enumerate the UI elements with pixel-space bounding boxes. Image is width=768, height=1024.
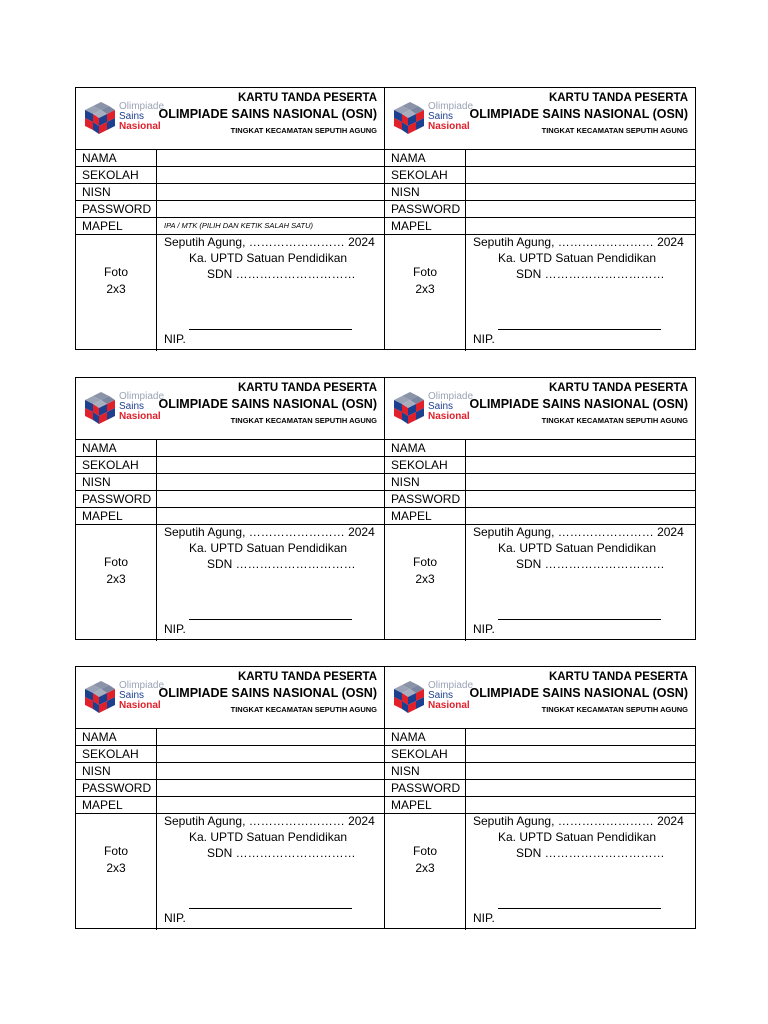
osn-logo: [81, 390, 165, 426]
field-row-nama: [76, 729, 384, 746]
field-label-mapel: MAPEL: [385, 508, 466, 524]
signature-line: [189, 908, 352, 909]
logo-olimpiade: Olimpiade: [119, 101, 165, 112]
cube-logo-icon: [390, 390, 426, 426]
photo-box: [76, 814, 157, 930]
field-row-nisn: [76, 184, 384, 201]
signature-date: Seputih Agung, …………………… 2024: [164, 525, 375, 539]
field-label-sekolah: SEKOLAH: [385, 746, 466, 762]
cube-logo-icon: [81, 100, 117, 136]
field-label-nama: NAMA: [385, 150, 466, 166]
card-subtitle: OLIMPIADE SAINS NASIONAL (OSN): [469, 107, 688, 121]
field-row-password: [385, 491, 695, 508]
card-title: KARTU TANDA PESERTA: [548, 671, 688, 683]
card-bottom: [76, 525, 384, 641]
photo-label: Foto: [412, 844, 437, 858]
card-header: [385, 88, 695, 150]
osn-logo: [390, 100, 474, 136]
osn-logo: [81, 679, 165, 715]
photo-box: [385, 525, 466, 641]
card-title: KARTU TANDA PESERTA: [548, 92, 688, 104]
field-row-sekolah: [385, 167, 695, 184]
signature-office: Ka. UPTD Satuan Pendidikan: [189, 830, 348, 844]
osn-logo: [390, 679, 474, 715]
field-label-nisn: NISN: [76, 763, 157, 779]
field-label-nisn: NISN: [385, 763, 466, 779]
field-label-nama: NAMA: [385, 729, 466, 745]
field-label-sekolah: SEKOLAH: [385, 167, 466, 183]
photo-label: Foto: [103, 844, 128, 858]
card-subtitle: OLIMPIADE SAINS NASIONAL (OSN): [158, 686, 377, 700]
signature-school: SDN …………………………: [207, 846, 356, 860]
signature-line: [189, 329, 352, 330]
card-region: TINGKAT KECAMATAN SEPUTIH AGUNG: [230, 126, 377, 135]
field-label-sekolah: SEKOLAH: [76, 167, 157, 183]
field-row-mapel: [76, 218, 384, 235]
field-row-nisn: [76, 763, 384, 780]
osn-logo: [81, 100, 165, 136]
signature-nip: NIP.: [473, 911, 495, 925]
signature-date: Seputih Agung, …………………… 2024: [473, 235, 684, 249]
signature-line: [189, 619, 352, 620]
card-header: [76, 88, 384, 150]
card-header: [76, 378, 384, 440]
field-row-sekolah: [385, 746, 695, 763]
card-bottom: [385, 814, 695, 930]
card-region: TINGKAT KECAMATAN SEPUTIH AGUNG: [541, 126, 688, 135]
field-row-sekolah: [385, 457, 695, 474]
signature-date: Seputih Agung, …………………… 2024: [164, 814, 375, 828]
signature-office: Ka. UPTD Satuan Pendidikan: [498, 541, 657, 555]
field-value-mapel[interactable]: IPA / MTK (PILIH DAN KETIK SALAH SATU): [164, 221, 314, 230]
field-label-nisn: NISN: [385, 474, 466, 490]
field-label-password: PASSWORD: [385, 491, 466, 507]
field-row-password: [76, 780, 384, 797]
card-header: [385, 378, 695, 440]
field-row-nama: [76, 440, 384, 457]
card-bottom: [385, 525, 695, 641]
card-region: TINGKAT KECAMATAN SEPUTIH AGUNG: [541, 705, 688, 714]
field-row-mapel: [385, 508, 695, 525]
card-subtitle: OLIMPIADE SAINS NASIONAL (OSN): [469, 397, 688, 411]
field-label-password: PASSWORD: [76, 780, 157, 796]
signature-date: Seputih Agung, …………………… 2024: [473, 814, 684, 828]
photo-size: 2x3: [415, 572, 435, 586]
field-label-password: PASSWORD: [76, 201, 157, 217]
cube-logo-icon: [390, 100, 426, 136]
cube-logo-icon: [81, 390, 117, 426]
card-subtitle: OLIMPIADE SAINS NASIONAL (OSN): [158, 397, 377, 411]
field-label-nama: NAMA: [76, 150, 157, 166]
participant-card: [75, 87, 385, 350]
card-region: TINGKAT KECAMATAN SEPUTIH AGUNG: [230, 416, 377, 425]
field-row-nisn: [385, 763, 695, 780]
signature-date: Seputih Agung, …………………… 2024: [473, 525, 684, 539]
osn-logo: [390, 390, 474, 426]
field-row-sekolah: [76, 167, 384, 184]
signature-nip: NIP.: [164, 332, 186, 346]
field-label-mapel: MAPEL: [76, 508, 157, 524]
card-header: [385, 667, 695, 729]
card-title: KARTU TANDA PESERTA: [237, 382, 377, 394]
card-bottom: [385, 235, 695, 351]
signature-nip: NIP.: [473, 622, 495, 636]
card-title: KARTU TANDA PESERTA: [237, 671, 377, 683]
field-row-nisn: [385, 184, 695, 201]
signature-school: SDN …………………………: [207, 267, 356, 281]
field-label-sekolah: SEKOLAH: [76, 746, 157, 762]
field-label-nama: NAMA: [76, 729, 157, 745]
logo-nasional: Nasional: [428, 411, 470, 422]
field-label-mapel: MAPEL: [385, 218, 466, 234]
field-label-password: PASSWORD: [385, 201, 466, 217]
logo-sains: Sains: [428, 401, 454, 412]
field-row-nisn: [385, 474, 695, 491]
logo-olimpiade: Olimpiade: [428, 101, 474, 112]
card-title: KARTU TANDA PESERTA: [548, 382, 688, 394]
field-row-mapel: [76, 508, 384, 525]
card-row-2: [75, 377, 696, 640]
logo-olimpiade: Olimpiade: [428, 680, 474, 691]
logo-olimpiade: Olimpiade: [119, 680, 165, 691]
signature-office: Ka. UPTD Satuan Pendidikan: [189, 541, 348, 555]
cube-logo-icon: [390, 679, 426, 715]
participant-card: [75, 666, 385, 929]
signature-office: Ka. UPTD Satuan Pendidikan: [189, 251, 348, 265]
photo-label: Foto: [103, 555, 128, 569]
participant-card: [75, 377, 385, 640]
field-row-nama: [76, 150, 384, 167]
signature-school: SDN …………………………: [207, 557, 356, 571]
signature-school: SDN …………………………: [516, 557, 665, 571]
photo-box: [385, 814, 466, 930]
photo-size: 2x3: [106, 282, 126, 296]
field-row-nisn: [76, 474, 384, 491]
logo-nasional: Nasional: [428, 121, 470, 132]
card-row-3: [75, 666, 696, 929]
logo-sains: Sains: [119, 690, 145, 701]
card-bottom: [76, 235, 384, 351]
logo-nasional: Nasional: [428, 700, 470, 711]
card-title: KARTU TANDA PESERTA: [237, 92, 377, 104]
field-label-password: PASSWORD: [385, 780, 466, 796]
card-header: [76, 667, 384, 729]
signature-school: SDN …………………………: [516, 846, 665, 860]
field-label-mapel: MAPEL: [76, 797, 157, 813]
field-row-sekolah: [76, 457, 384, 474]
logo-olimpiade: Olimpiade: [119, 391, 165, 402]
participant-card: [385, 87, 696, 350]
logo-sains: Sains: [119, 111, 145, 122]
card-bottom: [76, 814, 384, 930]
card-region: TINGKAT KECAMATAN SEPUTIH AGUNG: [541, 416, 688, 425]
field-label-sekolah: SEKOLAH: [76, 457, 157, 473]
field-row-mapel: [385, 797, 695, 814]
signature-nip: NIP.: [164, 622, 186, 636]
field-label-nisn: NISN: [385, 184, 466, 200]
signature-school: SDN …………………………: [516, 267, 665, 281]
field-row-nama: [385, 729, 695, 746]
participant-card: [385, 666, 696, 929]
signature-nip: NIP.: [473, 332, 495, 346]
field-row-sekolah: [76, 746, 384, 763]
signature-office: Ka. UPTD Satuan Pendidikan: [498, 830, 657, 844]
signature-line: [498, 329, 661, 330]
photo-label: Foto: [412, 265, 437, 279]
field-label-nama: NAMA: [76, 440, 157, 456]
logo-sains: Sains: [119, 401, 145, 412]
card-subtitle: OLIMPIADE SAINS NASIONAL (OSN): [158, 107, 377, 121]
participant-card: [385, 377, 696, 640]
field-label-mapel: MAPEL: [385, 797, 466, 813]
signature-nip: NIP.: [164, 911, 186, 925]
field-row-password: [385, 780, 695, 797]
logo-nasional: Nasional: [119, 700, 161, 711]
field-row-mapel: [76, 797, 384, 814]
field-row-nama: [385, 440, 695, 457]
field-row-mapel: [385, 218, 695, 235]
signature-office: Ka. UPTD Satuan Pendidikan: [498, 251, 657, 265]
signature-date: Seputih Agung, …………………… 2024: [164, 235, 375, 249]
photo-box: [76, 525, 157, 641]
logo-sains: Sains: [428, 690, 454, 701]
photo-label: Foto: [412, 555, 437, 569]
photo-size: 2x3: [415, 282, 435, 296]
field-row-nama: [385, 150, 695, 167]
photo-label: Foto: [103, 265, 128, 279]
photo-size: 2x3: [415, 861, 435, 875]
field-label-mapel: MAPEL: [76, 218, 157, 234]
card-subtitle: OLIMPIADE SAINS NASIONAL (OSN): [469, 686, 688, 700]
field-row-password: [385, 201, 695, 218]
card-region: TINGKAT KECAMATAN SEPUTIH AGUNG: [230, 705, 377, 714]
field-label-sekolah: SEKOLAH: [385, 457, 466, 473]
field-label-nisn: NISN: [76, 474, 157, 490]
signature-line: [498, 619, 661, 620]
field-row-password: [76, 491, 384, 508]
logo-nasional: Nasional: [119, 411, 161, 422]
logo-olimpiade: Olimpiade: [428, 391, 474, 402]
cube-logo-icon: [81, 679, 117, 715]
card-row-1: [75, 87, 696, 350]
logo-sains: Sains: [428, 111, 454, 122]
field-label-nisn: NISN: [76, 184, 157, 200]
field-row-password: [76, 201, 384, 218]
photo-box: [385, 235, 466, 351]
field-label-nama: NAMA: [385, 440, 466, 456]
field-label-password: PASSWORD: [76, 491, 157, 507]
logo-nasional: Nasional: [119, 121, 161, 132]
photo-box: [76, 235, 157, 351]
photo-size: 2x3: [106, 572, 126, 586]
signature-line: [498, 908, 661, 909]
photo-size: 2x3: [106, 861, 126, 875]
